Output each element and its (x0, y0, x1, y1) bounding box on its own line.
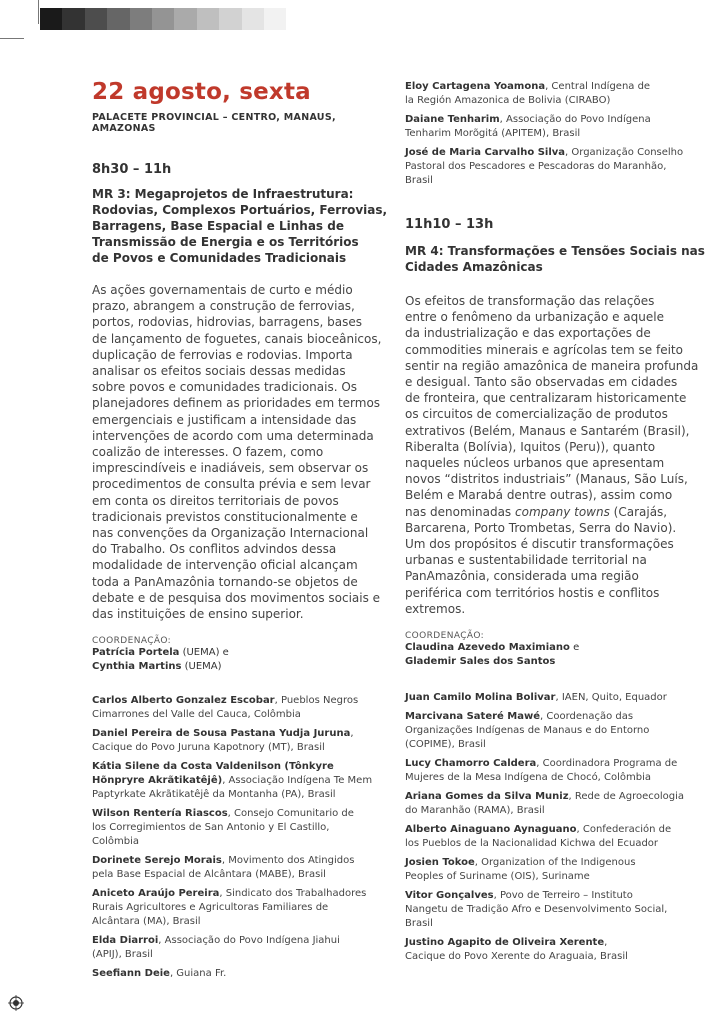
description-line: As ações governamentais de curto e médio (92, 283, 353, 297)
color-swatch (152, 8, 174, 30)
color-swatch (107, 8, 129, 30)
description-line: entre o fenômeno da urbanização e aquele (405, 310, 664, 325)
color-swatch (40, 8, 62, 30)
description-line: coalizão de interesses. O fazem, como (92, 445, 324, 460)
title-line: MR 3: Megaprojetos de Infraestrutura: (92, 187, 354, 201)
participant-entry: Josien Tokoe, Organization of the Indigenous Peoples of Suriname (OIS), Suriname (405, 857, 636, 883)
color-swatch (174, 8, 196, 30)
participant-entry: Elda Diarroi, Associação do Povo Indígena Jiahui (APIJ), Brasil (92, 935, 340, 961)
description-line: toda a PanAmazônia tornando-se objetos de (92, 574, 358, 589)
participant-entry: Daiane Tenharim, Associação do Povo Indígena Tenharim Morõgitá (APITEM), Brasil (405, 114, 651, 139)
session-description (405, 293, 705, 617)
color-calibration-strip (40, 8, 286, 30)
crop-mark-vertical (38, 0, 39, 24)
session-description (92, 282, 390, 622)
description-line: de lançamento de foguetes, canais bioceânicos, (92, 331, 382, 346)
title-line: Cidades Amazônicas (405, 260, 543, 274)
description-line: PanAmazônia, considerada uma região (405, 569, 639, 584)
coordinator: Patrícia Portela (UEMA) e (92, 647, 229, 659)
description-line: da industrialização e das exportações de (405, 326, 651, 341)
session-title (405, 243, 705, 275)
description-line: em conta os direitos territoriais de povos (92, 493, 339, 508)
coordinators-list (92, 646, 390, 674)
participant-entry: Vitor Gonçalves, Povo de Terreiro – Instituto Nangetu de Tradição Afro e Desenvolvimento Social, Brasil (405, 890, 668, 930)
description-line: Belém e Marabá dentre outras), assim como (405, 488, 673, 503)
date-heading: 22 agosto, sexta (92, 79, 311, 105)
color-swatch (197, 8, 219, 30)
participants-list (92, 694, 390, 981)
description-line: intervenções de acordo com uma determinada (92, 428, 374, 443)
description-line: analisar os efeitos sociais dessas medidas (92, 364, 346, 379)
description-line: nas convenções da Organização Internacional (92, 526, 369, 541)
description-line: Os efeitos de transformação das relações (405, 294, 655, 308)
session-title (92, 186, 390, 266)
crop-mark-horizontal (0, 38, 24, 39)
participants-list (405, 691, 705, 964)
participant-entry: Marcivana Sateré Mawé, Coordenação das Organizações Indígenas de Manaus e do Entorno (COPIME), Brasil (405, 711, 650, 751)
description-line: sentir na região amazônica de maneira profunda (405, 358, 699, 373)
description-line: commodities minerais e agrícolas tem se feito (405, 342, 683, 357)
description-line: Riberalta (Bolívia), Iquitos (Peru)), quanto (405, 439, 656, 454)
venue-label: PALACETE PROVINCIAL – CENTRO, MANAUS, AMAZONAS (92, 112, 336, 134)
color-swatch (242, 8, 264, 30)
title-line: de Povos e Comunidades Tradicionais (92, 251, 347, 265)
participant-entry: José de Maria Carvalho Silva, Organização Conselho Pastoral dos Pescadores e Pescadoras do Maranhão, Brasil (405, 147, 684, 186)
description-line: os circuitos de comercialização de produtos (405, 407, 668, 422)
color-swatch (264, 8, 286, 30)
description-line: e desigual. Tanto são observadas em cidades (405, 375, 678, 390)
registration-mark-icon (8, 995, 24, 1011)
description-line: procedimentos de consulta prévia e sem levar (92, 477, 371, 492)
participant-entry: Dorinete Serejo Morais, Movimento dos Atingidos pela Base Espacial de Alcântara (MABE), Brasil (92, 855, 355, 881)
participant-entry: Juan Camilo Molina Bolivar, IAEN, Quito, Equador (405, 692, 667, 704)
left-column (92, 78, 390, 986)
description-line: das instituições de ensino superior. (92, 607, 304, 622)
description-line: tradicionais previstos constitucionalmente e (92, 509, 358, 524)
participant-entry: Lucy Chamorro Caldera, Coordinadora Programa de Mujeres de la Mesa Indígena de Chocó, Colômbia (405, 758, 678, 784)
participant-entry: Ariana Gomes da Silva Muniz, Rede de Agroecologia do Maranhão (RAMA), Brasil (405, 791, 685, 817)
description-line: do Trabalho. Os conflitos advindos dessa (92, 542, 337, 557)
color-swatch (62, 8, 84, 30)
description-line: prazo, abrangem a construção de ferrovias, (92, 299, 355, 314)
description-line: extremos. (405, 601, 466, 616)
description-line: imprescindíveis e inadiáveis, sem observar os (92, 461, 369, 476)
description-line: extrativos (Belém, Manaus e Santarém (Brasil), (405, 423, 690, 438)
participants-list-continued (405, 80, 705, 188)
participant-entry: Daniel Pereira de Sousa Pastana Yudja Juruna, Cacique do Povo Juruna Kapotnory (MT), Brasil (92, 728, 354, 754)
session-time: 11h10 – 13h (405, 217, 494, 232)
participant-entry: Kátia Silene da Costa Valdenilson (Tônkyre Hõnpryre Akrãtikatêjê), Associação Indígena Te Mem Paptyrkate Akrãtikatêjê da Montanha (PA), Brasil (92, 761, 373, 801)
right-column (405, 80, 705, 969)
description-line: Barcarena, Porto Trombetas, Serra do Navio). (405, 520, 677, 535)
participant-entry: Carlos Alberto Gonzalez Escobar, Pueblos Negros Cimarrones del Valle del Cauca, Colômbia (92, 695, 359, 721)
coordinator: Glademir Sales dos Santos (405, 656, 556, 668)
description-line: planejadores definem as prioridades em termos (92, 396, 381, 411)
description-line: sobre povos e comunidades tradicionais. Os (92, 380, 358, 395)
description-line: portos, rodovias, hidrovias, barragens, bases (92, 315, 363, 330)
participant-entry: Alberto Ainaguano Aynaguano, Confederación de los Pueblos de la Nacionalidad Kichwa del Ecuador (405, 824, 672, 850)
participant-entry: Eloy Cartagena Yoamona, Central Indígena de la Región Amazonica de Bolivia (CIRABO) (405, 81, 651, 106)
description-line: modalidade de intervenção oficial alcançam (92, 558, 358, 573)
participant-entry: Seefiann Deie, Guiana Fr. (92, 968, 227, 980)
session-time: 8h30 – 11h (92, 162, 172, 177)
color-swatch (85, 8, 107, 30)
coordinators-list (405, 641, 705, 669)
description-line: duplicação de ferrovias e rodovias. Importa (92, 347, 353, 362)
title-line: Barragens, Base Espacial e Linhas de (92, 219, 344, 233)
coordinator: Cynthia Martins (UEMA) (92, 661, 222, 673)
title-line: MR 4: Transformações e Tensões Sociais nas (405, 244, 705, 258)
color-swatch (130, 8, 152, 30)
coordinator: Claudina Azevedo Maximiano e (405, 642, 580, 654)
participant-entry: Justino Agapito de Oliveira Xerente, Cacique do Povo Xerente do Araguaia, Brasil (405, 937, 628, 963)
description-line: debate e de pesquisa dos movimentos sociais e (92, 590, 381, 605)
description-line: novos “distritos industriais” (Manaus, São Luís, (405, 472, 688, 487)
description-line: de fronteira, que centralizaram historicamente (405, 391, 687, 406)
title-line: Rodovias, Complexos Portuários, Ferrovias, (92, 203, 388, 217)
description-line: nas denominadas company towns (Carajás, (405, 504, 668, 519)
title-line: Transmissão de Energia e os Territórios (92, 235, 359, 249)
description-line: Um dos propósitos é discutir transformações (405, 537, 674, 552)
description-line: emergenciais e justificam a intensidade das (92, 412, 357, 427)
participant-entry: Wilson Rentería Riascos, Consejo Comunitario de los Corregimientos de San Antonio y El Castillo, Colômbia (92, 808, 354, 848)
description-line: urbanas e sustentabilidade territorial na (405, 553, 647, 568)
participant-entry: Aniceto Araújo Pereira, Sindicato dos Trabalhadores Rurais Agricultores e Agricultoras Familiares de Alcântara (MA), Brasil (92, 888, 367, 928)
coordination-label: COORDENAÇÃO: (92, 636, 172, 647)
description-line: periférica com territórios hostis e conflitos (405, 585, 660, 600)
description-line: naqueles núcleos urbanos que apresentam (405, 456, 665, 471)
coordination-label: COORDENAÇÃO: (405, 631, 485, 642)
color-swatch (219, 8, 241, 30)
